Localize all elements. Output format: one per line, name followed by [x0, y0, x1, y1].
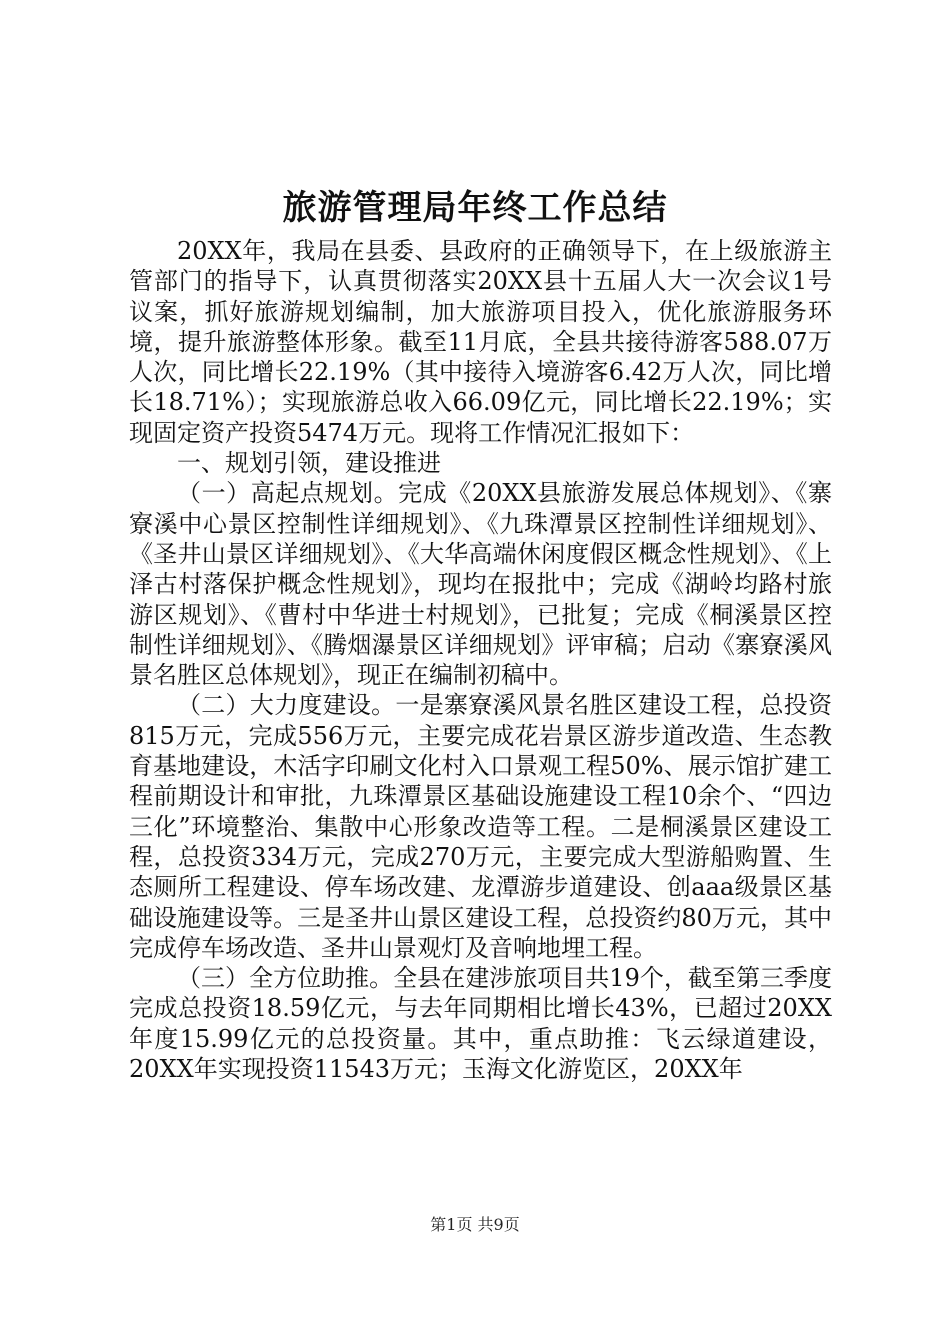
paragraph-planning: （一）高起点规划。完成《20XX县旅游发展总体规划》、《寨寮溪中心景区控制性详细规划》、《九珠潭景区控制性详细规划》、《圣井山景区详细规划》、《大华高端休闲度假区概念性规划》、《上泽古村落保护概念性规划》，现均在报批中；完成《湖岭均路村旅游区规划》、《曹村中华进士村规划》，已批复；完成《桐溪景区控制性详细规划》、《腾烟瀑景区详细规划》评审稿；启动《寨寮溪风景名胜区总体规划》，现正在编制初稿中。 [129, 479, 832, 690]
paragraph-intro: 20XX年，我局在县委、县政府的正确领导下，在上级旅游主管部门的指导下，认真贯彻落实20XX县十五届人大一次会议1号议案，抓好旅游规划编制，加大旅游项目投入，优化旅游服务环境，提升旅游整体形象。截至11月底，全县共接待游客588.07万人次，同比增长22.19%（其中接待入境游客6.42万人次，同比增长18.71%）；实现旅游总收入66.09亿元，同比增长22.19%；实现固定资产投资5474万元。现将工作情况汇报如下： [129, 237, 832, 447]
document-title: 旅游管理局年终工作总结 [282, 188, 668, 228]
page-footer: 第1页 共9页 [430, 1215, 520, 1234]
document-body [129, 236, 832, 1084]
section-heading-1: 一、规划引领，建设推进 [177, 449, 441, 478]
paragraph-construction: （二）大力度建设。一是寨寮溪风景名胜区建设工程，总投资815万元，完成556万元，主要完成花岩景区游步道改造、生态教育基地建设，木活字印刷文化村入口景观工程50%、展示馆扩建工程前期设计和审批，九珠潭景区基础设施建设工程10余个、“四边三化”环境整治、集散中心形象改造等工程。二是桐溪景区建设工程，总投资334万元，完成270万元，主要完成大型游船购置、生态厕所工程建设、停车场改建、龙潭游步道建设、创aaa级景区基础设施建设等。三是圣井山景区建设工程，总投资约80万元，其中完成停车场改造、圣井山景观灯及音响地埋工程。 [129, 691, 832, 962]
paragraph-promotion: （三）全方位助推。全县在建涉旅项目共19个，截至第三季度完成总投资18.59亿元，与去年同期相比增长43%，已超过20XX年度15.99亿元的总投资量。其中，重点助推：飞云绿道建设，20XX年实现投资11543万元；玉海文化游览区，20XX年 [129, 964, 832, 1084]
